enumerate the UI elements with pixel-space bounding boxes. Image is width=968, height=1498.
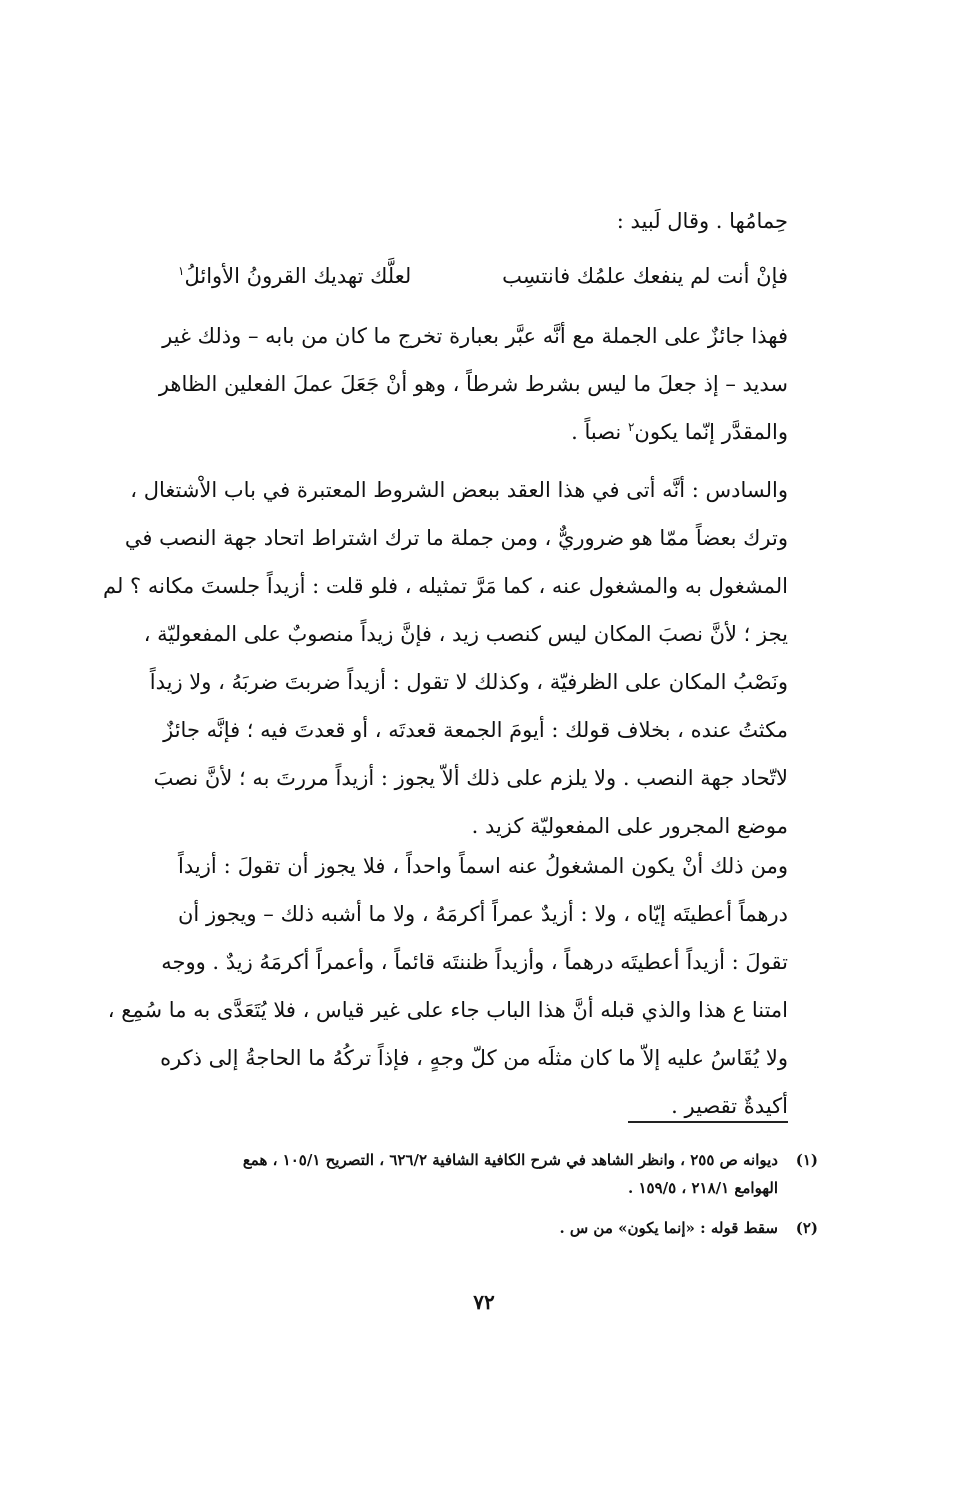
verse-first-hemistich <box>502 258 788 294</box>
verse-second-hemistich <box>178 258 411 294</box>
paragraph-3-line: أكيدةٌ تقصير . <box>671 1094 788 1118</box>
footnote-2-text: سقط قوله : «إنما يكون» من س . <box>559 1219 778 1237</box>
footnote-ref-1: ١ <box>178 264 185 278</box>
paragraph-3-line: درهماً أعطيتَه إيّاه ، ولا : أزيدٌ عمراً أكرمَهُ ، ولا ما أشبه ذلك – ويجوز أن <box>178 902 788 926</box>
footnote-1-text: ديوانه ص ٢٥٥ ، وانظر الشاهد في شرح الكافية الشافية ٦٢٦/٢ ، التصريح ١٠٥/١ ، همع <box>242 1151 778 1169</box>
footnote-2-number: (٢) <box>795 1219 818 1237</box>
page-number: ٧٢ <box>473 1290 495 1314</box>
paragraph-1-line: فهذا جائزٌ على الجملة مع أنَّه عبَّر بعبارة تخرج ما كان من بابه – وذلك غير <box>162 324 788 348</box>
intro-line: حِمامُها . وقال لَبيد : <box>616 209 788 233</box>
verse-first-hemistich-text: فإنْ أنت لم ينفعك علمُك فانتسِب <box>502 264 788 288</box>
paragraph-2-line: وترك بعضاً ممّا هو ضروريٌّ ، ومن جملة ما ترك اشتراط اتحاد جهة النصب في <box>124 526 788 550</box>
paragraph-2-line: المشغول به والمشغول عنه ، كما مَرَّ تمثيله ، فلو قلت : أزيداً جلستَ مكانه ؟ لم <box>102 574 788 598</box>
verse-second-hemistich-text: لعلَّك تهديك القرونُ الأوائلُ <box>184 264 412 288</box>
paragraph-2-line: ونَصْبُ المكان على الظرفيّة ، وكذلك لا تقول : أزيداً ضربتَ ضربَهُ ، ولا زيداً <box>149 670 788 694</box>
paragraph-1-line: سديد – إذ جعلَ ما ليس بشرط شرطاً ، وهو أنْ جَعَلَ عملَ الفعلين الظاهر <box>158 372 788 396</box>
paragraph-3-line: ولا يُقَاسُ عليه إلاّ ما كان مثلَه من كلّ وجهٍ ، فإذاً تركُهُ ما الحاجةُ إلى ذكره <box>160 1046 788 1070</box>
footnote-1-number: (١) <box>795 1151 818 1169</box>
paragraph-1-text-end: نصباً . <box>571 420 628 444</box>
footnote-1 <box>178 1146 818 1202</box>
paragraph-1-text: والمقدَّر إنّما يكون <box>634 420 788 444</box>
poem-verse <box>178 258 788 294</box>
paragraph-3-line: ومن ذلك أنْ يكون المشغولُ عنه اسماً واحداً ، فلا يجوز أن تقولَ : أزيداً <box>178 854 788 878</box>
paragraph-2-line: لاتّحاد جهة النصب . ولا يلزم على ذلك ألاّ يجوز : أزيداً مررتَ به ؛ لأنَّ نصبَ <box>153 766 788 790</box>
paragraph-2-line: موضع المجرور على المفعوليّة كزيد . <box>471 814 788 838</box>
footnote-2 <box>178 1214 818 1242</box>
paragraph-2-line: والسادس : أنَّه أتى في هذا العقد ببعض الشروط المعتبرة في باب الاْشتغال ، <box>130 478 788 502</box>
paragraph-3-line: امتنا ع هذا والذي قبله أنَّ هذا الباب جاء على غير قياس ، فلا يُتَعَدَّى به ما سُمِع ، <box>107 998 788 1022</box>
paragraph-2-line: يجز ؛ لأنَّ نصبَ المكان ليس كنصب زيد ، فإنَّ زيداً منصوبٌ على المفعوليّة ، <box>143 622 788 646</box>
paragraph-2-line: مكثتُ عنده ، بخلاف قولك : أيومَ الجمعة قعدتَه ، أو قعدتَ فيه ؛ فإنَّه جائزٌ <box>163 718 788 742</box>
paragraph-3-line: تقولَ : أزيداً أعطيتَه درهماً ، وأزيداً ظننتَه قائماً ، وأعمراً أكرمَهُ زيدٌ . ووجه <box>161 950 788 974</box>
footnote-separator <box>628 1121 788 1123</box>
footnote-ref-2: ٢ <box>627 420 635 434</box>
footnote-1-continuation: الهوامع ٢١٨/١ ، ١٥٩/٥ . <box>628 1179 778 1197</box>
paragraph-1-line <box>178 414 788 450</box>
